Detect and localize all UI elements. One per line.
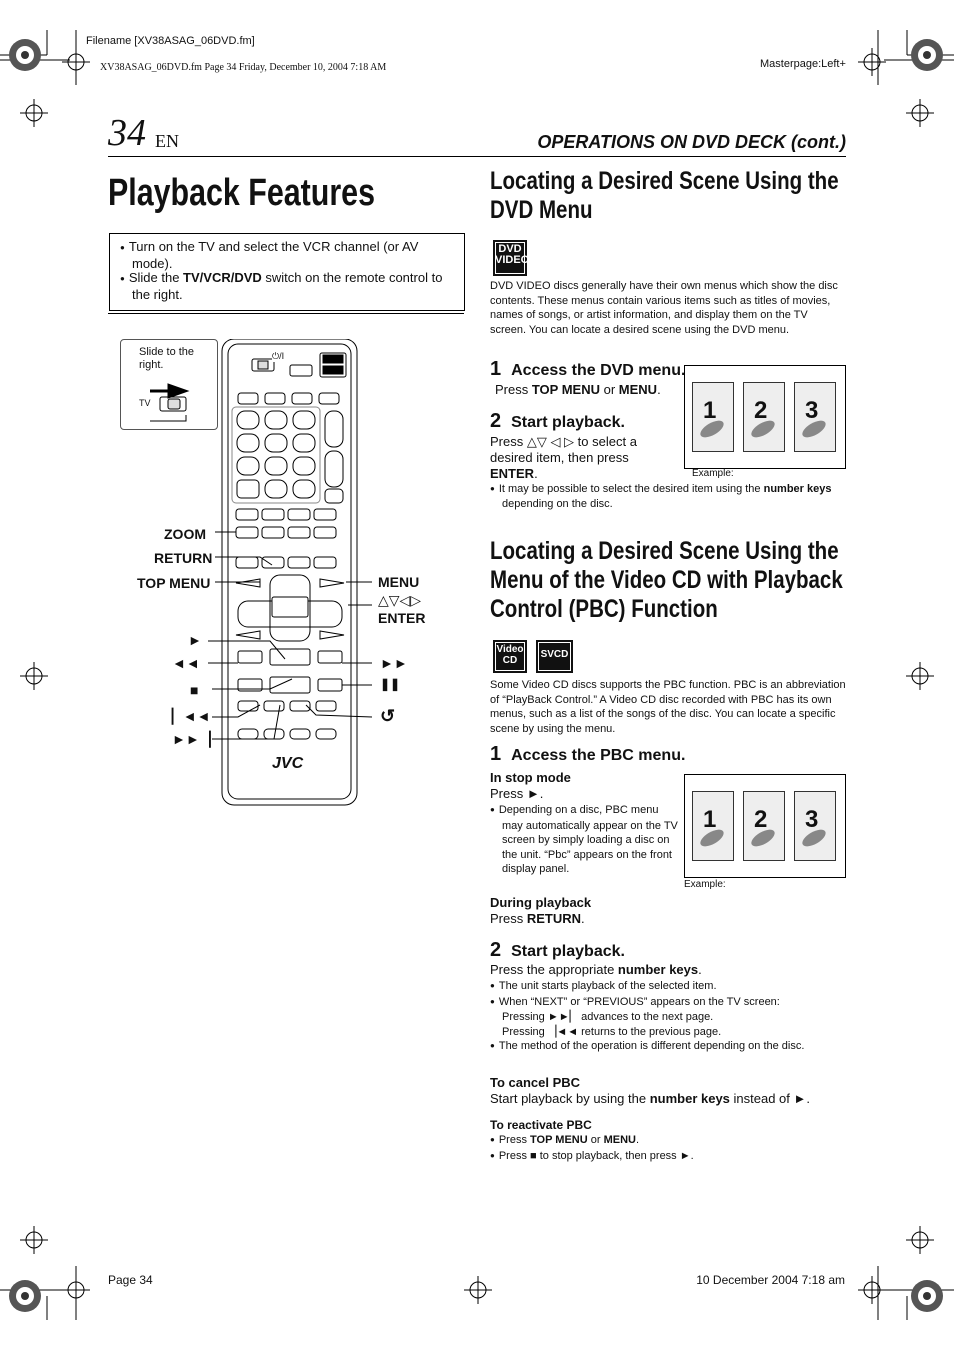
skip-back-icon: ▏◄◄ — [172, 708, 211, 724]
dvd-step-1: 1 Access the DVD menu. — [490, 358, 686, 380]
menu-item-card: 3 — [794, 382, 836, 452]
label-enter: ENTER — [378, 610, 426, 626]
dvd-step-2-note: ● It may be possible to select the desired item using the number keys depending on the disc. — [490, 482, 852, 512]
fast-forward-icon: ►► — [380, 655, 408, 671]
reactivate-pbc-notes — [490, 1133, 842, 1164]
note-item: ● When “NEXT” or “PREVIOUS” appears on the TV screen: — [490, 995, 842, 1011]
menu-item-card: 1 — [692, 382, 734, 452]
pbc-step-2-notes — [490, 979, 842, 1055]
skip-forward-icon: ►►▕ — [172, 731, 211, 747]
pbc-heading: Locating a Desired Scene Using the Menu of the Video CD with Playback Control (PBC) Function — [490, 537, 843, 623]
label-return: RETURN — [154, 550, 213, 566]
during-playback-heading: During playback — [490, 895, 592, 910]
note-item: ● The unit starts playback of the selected item. — [490, 979, 842, 995]
page-lang: EN — [155, 131, 179, 151]
file-info: XV38ASAG_06DVD.fm Page 34 Friday, December 10, 2004 7:18 AM — [100, 62, 387, 73]
note-subitem: Pressing ▕◄◄ returns to the previous page. — [502, 1025, 722, 1038]
pbc-step-2-text: Press the appropriate number keys. — [490, 962, 702, 977]
label-menu: MENU — [378, 574, 420, 590]
dvd-example-screen — [684, 365, 846, 469]
stop-icon: ■ — [190, 682, 199, 698]
filename-label: Filename [XV38ASAG_06DVD.fm] — [86, 35, 255, 47]
note-item: ● Press TOP MENU or MENU. — [490, 1133, 842, 1149]
stop-mode-heading: In stop mode — [490, 770, 571, 785]
power-icon: ⏻/I — [272, 351, 285, 361]
page-title: Playback Features — [108, 172, 375, 214]
crosshair-icon — [62, 48, 90, 76]
video-cd-badge: Video CD — [493, 640, 527, 673]
label-top-menu: TOP MENU — [137, 575, 211, 591]
menu-item-card: 2 — [743, 382, 785, 452]
masterpage-label: Masterpage:Left+ — [760, 58, 846, 70]
pbc-step-2: 2 Start playback. — [490, 939, 625, 961]
pause-icon: ❚❚ — [380, 677, 401, 691]
prep-item: ● Turn on the TV and select the VCR channel (or AV mode). — [120, 240, 456, 271]
cancel-pbc-text: Start playback by using the number keys instead of ►. — [490, 1091, 810, 1106]
stop-mode-note: ● Depending on a disc, PBC menu may automatically appear on the TV screen by simply loading a disc on the unit. “Pbc” appears on the front display panel. — [490, 803, 678, 877]
dvd-step-2: 2 Start playback. — [490, 410, 625, 432]
svcd-badge: SVCD — [536, 640, 573, 673]
stop-mode-text: Press ►. — [490, 786, 544, 801]
dvd-video-badge: DVD VIDEO — [493, 240, 527, 276]
note-subitem: Pressing ►►▏ advances to the next page. — [502, 1011, 714, 1023]
note-item: ● Press ■ to stop playback, then press ►. — [490, 1149, 842, 1165]
cancel-pbc-heading: To cancel PBC — [490, 1075, 581, 1090]
prep-rule — [108, 313, 464, 314]
back-icon: ↺ — [380, 706, 396, 726]
preparation-box — [109, 233, 465, 311]
reactivate-pbc-heading: To reactivate PBC — [490, 1118, 592, 1132]
label-zoom: ZOOM — [164, 526, 206, 542]
footer-date: 10 December 2004 7:18 am — [696, 1273, 845, 1287]
rewind-icon: ◄◄ — [172, 655, 200, 671]
during-playback-text: Press RETURN. — [490, 911, 585, 926]
prep-item: ● Slide the TV/VCR/DVD switch on the remote control to the right. — [120, 271, 456, 302]
note-item: ● The method of the operation is different depending on the disc. — [490, 1039, 842, 1055]
pbc-step-1: 1 Access the PBC menu. — [490, 743, 686, 765]
slide-note: Slide to the right. — [139, 346, 195, 371]
dvd-menu-intro: DVD VIDEO discs generally have their own menus which show the disc contents. These menus contain various items such as titles of movies, names of songs, or artist information, and display them on the TV screen. You can locate a desired scene using the DVD menu. — [490, 280, 838, 336]
pbc-example-label: Example: — [684, 879, 726, 890]
play-icon: ► — [188, 632, 202, 648]
section-title: OPERATIONS ON DVD DECK (cont.) — [537, 132, 846, 152]
brand-logo: JVC — [272, 755, 304, 772]
pbc-intro: Some Video CD discs supports the PBC function. PBC is an abbreviation of “PlayBack Control.” A Video CD disc recorded with PBC has its own menus, such as a list of the songs of the disc. You can locate a specific scene by using the menu. — [490, 679, 846, 735]
menu-item-card: 2 — [743, 791, 785, 861]
dvd-step-1-text: Press TOP MENU or MENU. — [495, 382, 661, 397]
page-number: 34 — [108, 112, 146, 154]
dvd-menu-heading: Locating a Desired Scene Using the DVD Menu — [490, 167, 839, 224]
pbc-example-screen — [684, 774, 846, 878]
menu-item-card: 1 — [692, 791, 734, 861]
menu-item-card: 3 — [794, 791, 836, 861]
dvd-example-label: Example: — [692, 468, 734, 479]
label-arrows: △▽◁▷ — [378, 592, 422, 608]
header-rule — [108, 156, 846, 157]
footer-page: Page 34 — [108, 1273, 153, 1287]
tv-label: TV — [139, 398, 151, 408]
dvd-step-2-text: Press △▽ ◁ ▷ to select a desired item, then press ENTER. — [490, 434, 637, 481]
